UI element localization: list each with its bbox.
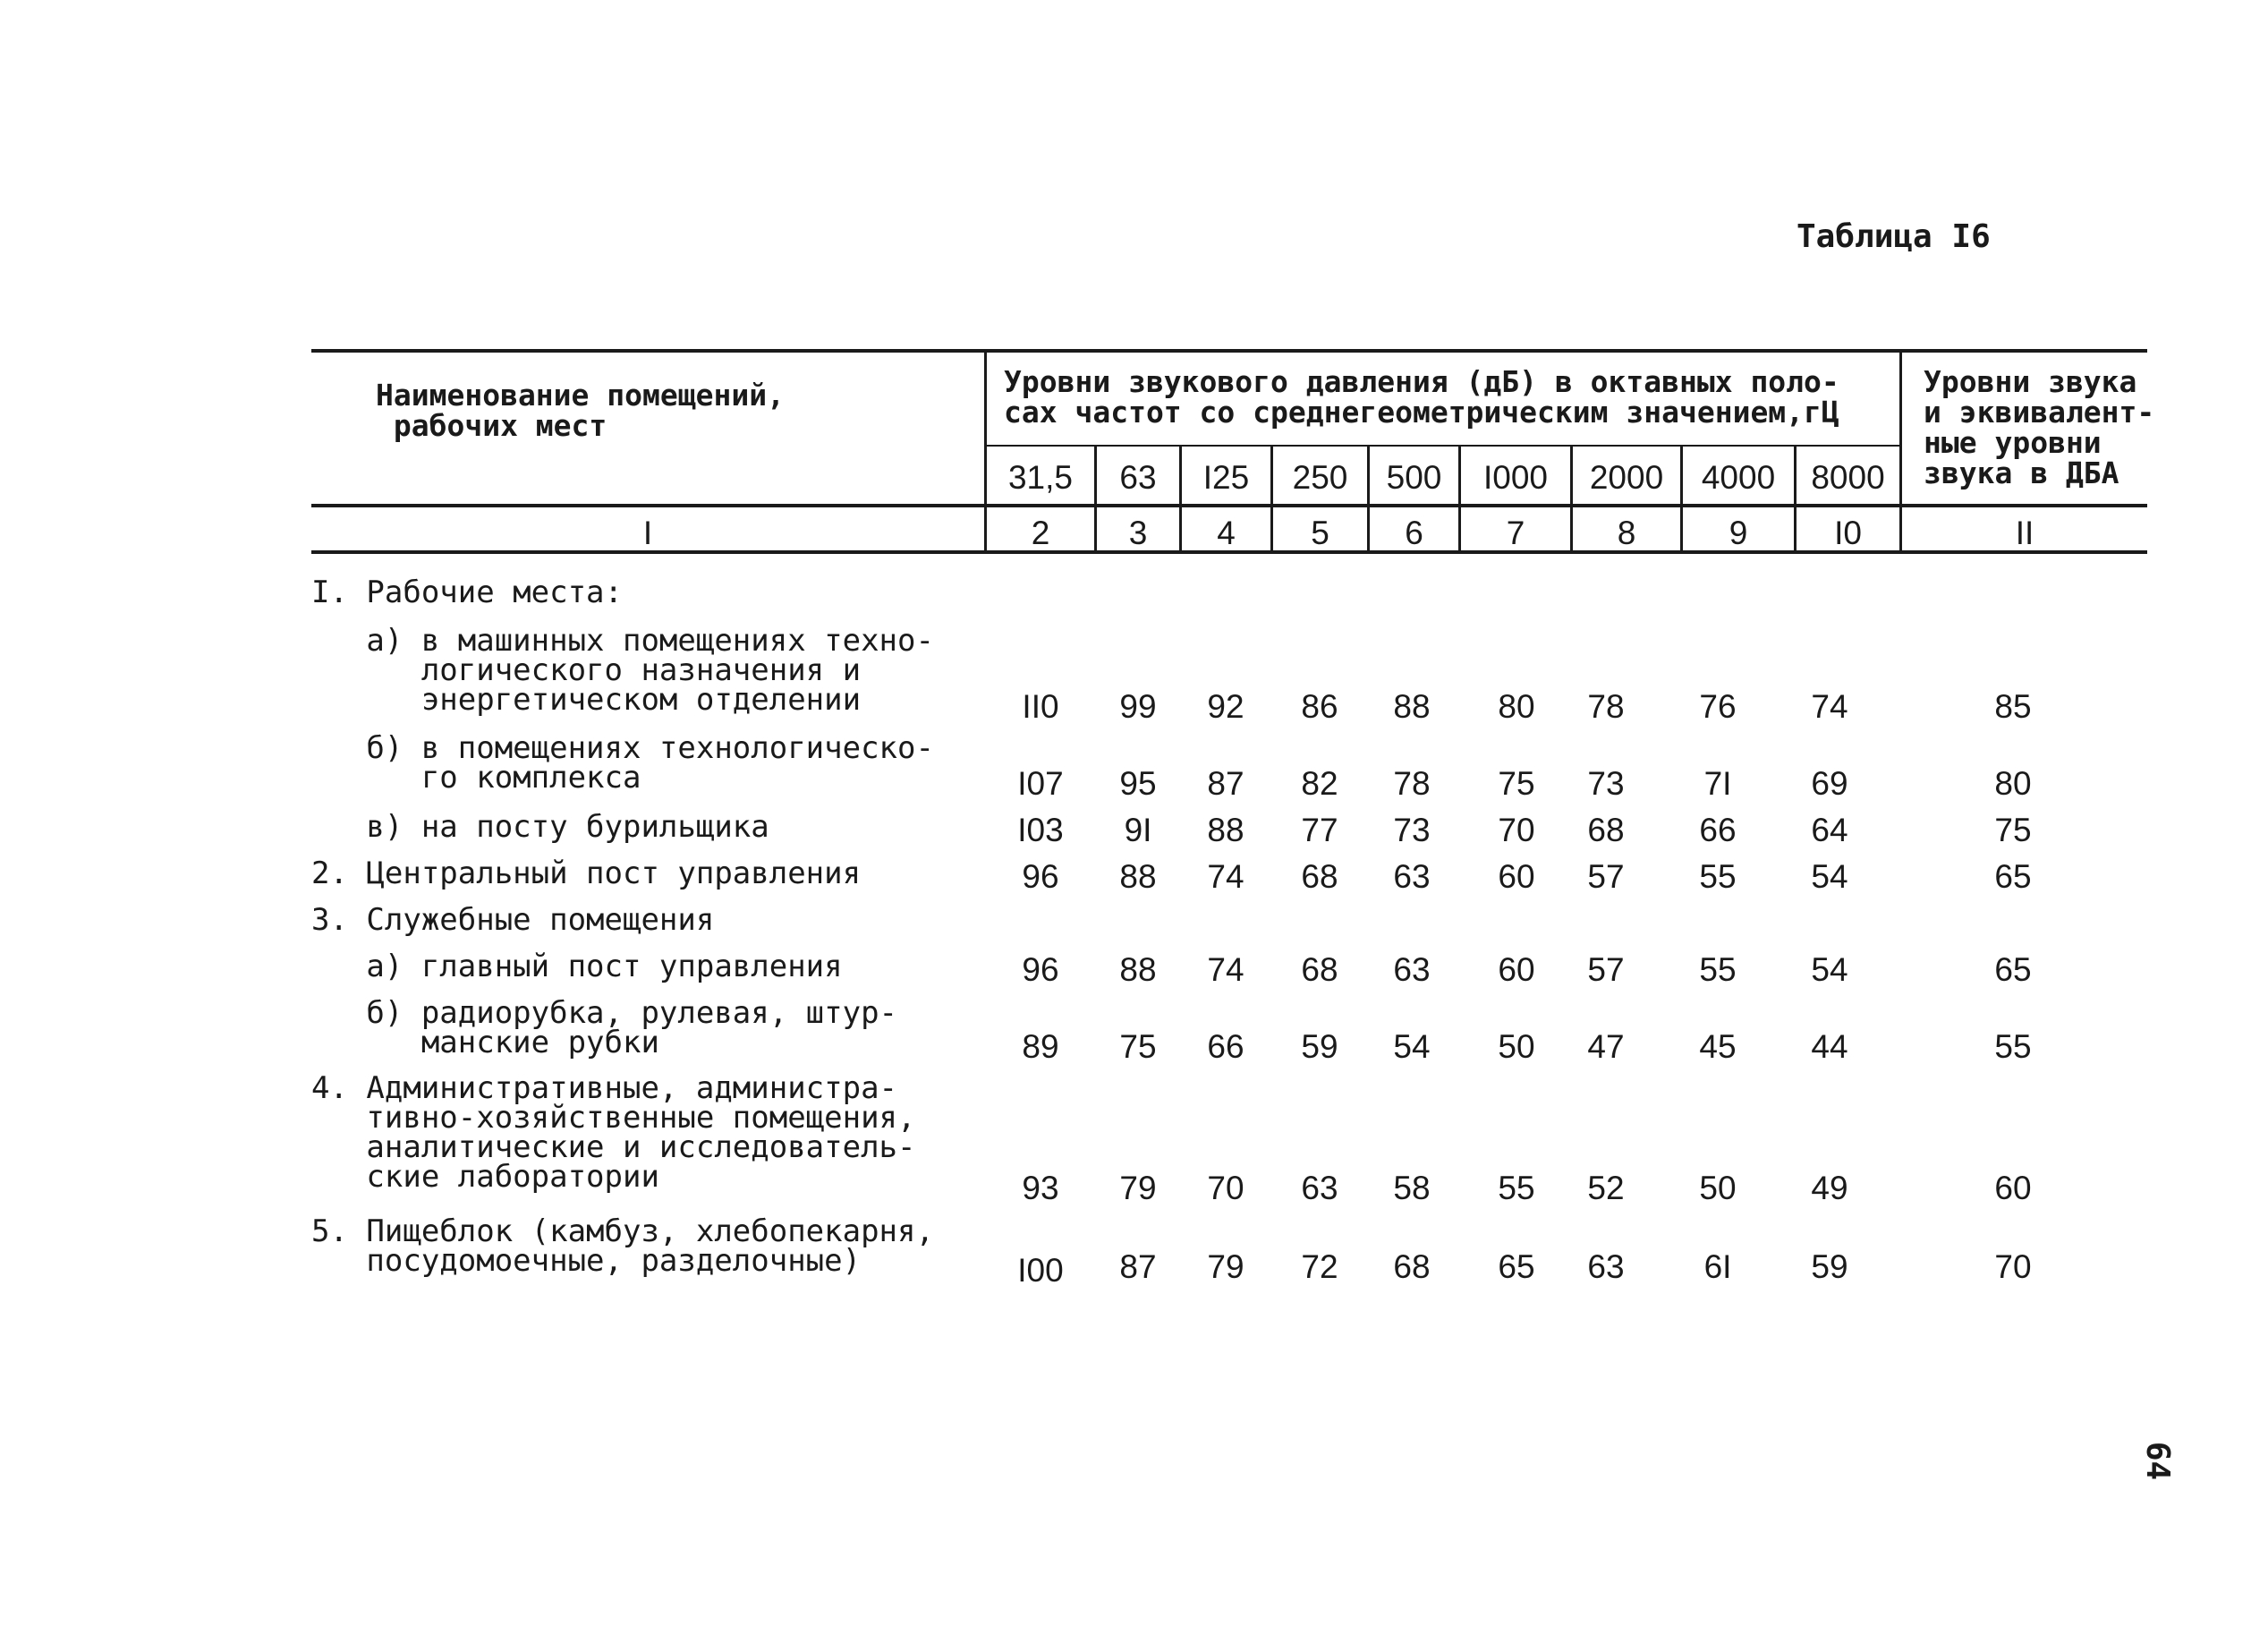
table-cell: I07	[1017, 765, 1064, 802]
table-cell: 89	[1022, 1028, 1059, 1065]
table-cell: 69	[1811, 765, 1848, 802]
freq-header-cell: 500	[1386, 459, 1442, 496]
table-cell: 58	[1393, 1170, 1431, 1206]
table-cell: 6I	[1703, 1248, 1732, 1285]
column-number: 9	[1729, 515, 1748, 551]
table-caption: Таблица I6	[1797, 218, 1991, 255]
table-cell: 78	[1393, 765, 1431, 802]
table-cell: 60	[1994, 1170, 2032, 1206]
table-cell: II0	[1022, 688, 1059, 725]
row-label: 2. Центральный пост управления	[311, 856, 862, 891]
table-cell: 68	[1301, 858, 1338, 895]
equiv-column-header: Уровни звука и эквивалент- ные уровни звука в ДБА	[1924, 364, 2155, 490]
row-label: в) на посту бурильщика	[311, 809, 769, 845]
freq-header-cell: 4000	[1701, 459, 1776, 496]
table-cell: 60	[1498, 858, 1535, 895]
table-cell: 59	[1811, 1248, 1848, 1285]
freq-header-cell: 250	[1292, 459, 1348, 496]
table-cell: 55	[1699, 858, 1737, 895]
row-label: б) радиорубка, рулевая, штур- манские рубки	[366, 995, 898, 1060]
table-cell: 59	[1301, 1028, 1338, 1065]
table-cell: 54	[1811, 951, 1848, 988]
table-cell: 68	[1301, 951, 1338, 988]
table-cell: 76	[1699, 688, 1737, 725]
row-label: 4. Административные, администра- тивно-хозяйственные помещения, аналитические и исследователь- ские лаборатории	[311, 1070, 916, 1195]
table-cell: 74	[1207, 951, 1244, 988]
table-cell: 85	[1994, 688, 2032, 725]
table-cell: 68	[1393, 1248, 1431, 1285]
table-cell: 88	[1207, 812, 1244, 848]
table-cell: 55	[1699, 951, 1737, 988]
table-cell: 72	[1301, 1248, 1338, 1285]
row-label: 5. Пищеблок (камбуз, хлебопекарня, посудомоечные, разделочные)	[311, 1213, 934, 1279]
table-cell: 86	[1301, 688, 1338, 725]
table-cell: 65	[1994, 951, 2032, 988]
freq-header-cell: 2000	[1589, 459, 1664, 496]
table-cell: 54	[1393, 1028, 1431, 1065]
header-bottom-rule	[311, 504, 2147, 507]
table-cell: 79	[1207, 1248, 1244, 1285]
table-cell: 87	[1207, 765, 1244, 802]
table-cell: 88	[1119, 951, 1157, 988]
column-number: 4	[1217, 515, 1236, 551]
table-cell: 49	[1811, 1170, 1848, 1206]
freq-rule	[986, 445, 1900, 447]
column-number: I	[642, 515, 653, 551]
table-cell: 77	[1301, 812, 1338, 848]
table-cell: 65	[1994, 858, 2032, 895]
name-column-header: Наименование помещений, рабочих мест	[376, 378, 785, 443]
table-cell: 9I	[1124, 812, 1152, 848]
table-cell: 63	[1301, 1170, 1338, 1206]
table-cell: 47	[1587, 1028, 1625, 1065]
column-number: 3	[1128, 515, 1148, 551]
table-cell: 75	[1498, 765, 1535, 802]
table-cell: 57	[1587, 951, 1625, 988]
pressure-group-header: Уровни звукового давления (дБ) в октавных поло- сах частот со среднегеометрическим значением,гЦ	[1004, 364, 1839, 430]
table-cell: 93	[1022, 1170, 1059, 1206]
table-cell: 70	[1498, 812, 1535, 848]
row-label: а) в машинных помещениях техно- логического назначения и энергетическом отделении	[366, 623, 934, 718]
table-cell: 44	[1811, 1028, 1848, 1065]
table-cell: 65	[1498, 1248, 1535, 1285]
table-cell: 75	[1994, 812, 2032, 848]
table-cell: 63	[1393, 951, 1431, 988]
table-cell: 52	[1587, 1170, 1625, 1206]
table-cell: 88	[1119, 858, 1157, 895]
freq-header-cell: 8000	[1811, 459, 1885, 496]
table-cell: 50	[1498, 1028, 1535, 1065]
table-cell: 73	[1393, 812, 1431, 848]
table-cell: 50	[1699, 1170, 1737, 1206]
table-cell: 88	[1393, 688, 1431, 725]
table-cell: 55	[1994, 1028, 2032, 1065]
table-cell: 45	[1699, 1028, 1737, 1065]
top-rule	[311, 349, 2147, 353]
column-number: 8	[1617, 515, 1636, 551]
table-cell: 63	[1393, 858, 1431, 895]
table-cell: 96	[1022, 951, 1059, 988]
table-cell: 82	[1301, 765, 1338, 802]
column-number: 2	[1031, 515, 1050, 551]
table-cell: 96	[1022, 858, 1059, 895]
table-cell: I00	[1017, 1252, 1064, 1289]
table-cell: 78	[1587, 688, 1625, 725]
table-cell: 73	[1587, 765, 1625, 802]
row-label: 3. Служебные помещения	[311, 902, 715, 938]
table-cell: 87	[1119, 1248, 1157, 1285]
table-cell: 79	[1119, 1170, 1157, 1206]
table-cell: 7I	[1703, 765, 1732, 802]
freq-header-cell: I000	[1482, 459, 1548, 496]
table-cell: 57	[1587, 858, 1625, 895]
row-label: а) главный пост управления	[311, 949, 843, 984]
row-label: I. Рабочие места:	[311, 575, 623, 610]
table-cell: 80	[1498, 688, 1535, 725]
table-cell: 55	[1498, 1170, 1535, 1206]
table-cell: 92	[1207, 688, 1244, 725]
column-number: II	[2015, 515, 2034, 551]
table-cell: 74	[1811, 688, 1848, 725]
table-cell: 70	[1207, 1170, 1244, 1206]
table-cell: 63	[1587, 1248, 1625, 1285]
table-cell: 54	[1811, 858, 1848, 895]
freq-header-cell: I25	[1202, 459, 1250, 496]
column-number: 5	[1311, 515, 1329, 551]
table-cell: 74	[1207, 858, 1244, 895]
table-cell: 80	[1994, 765, 2032, 802]
table-cell: 75	[1119, 1028, 1157, 1065]
table-cell: 99	[1119, 688, 1157, 725]
table-cell: 64	[1811, 812, 1848, 848]
table-cell: 95	[1119, 765, 1157, 802]
column-number: 7	[1506, 515, 1525, 551]
table-cell: 66	[1207, 1028, 1244, 1065]
freq-header-cell: 63	[1119, 459, 1157, 496]
column-number: 6	[1405, 515, 1423, 551]
table-cell: 66	[1699, 812, 1737, 848]
table-cell: 68	[1587, 812, 1625, 848]
table-cell: 70	[1994, 1248, 2032, 1285]
table-cell: 60	[1498, 951, 1535, 988]
column-number: I0	[1834, 515, 1862, 551]
row-label: б) в помещениях технологическо- го комплекса	[366, 730, 934, 796]
page-number: 64	[2139, 1441, 2177, 1481]
freq-header-cell: 31,5	[1007, 459, 1073, 496]
table-cell: I03	[1017, 812, 1064, 848]
